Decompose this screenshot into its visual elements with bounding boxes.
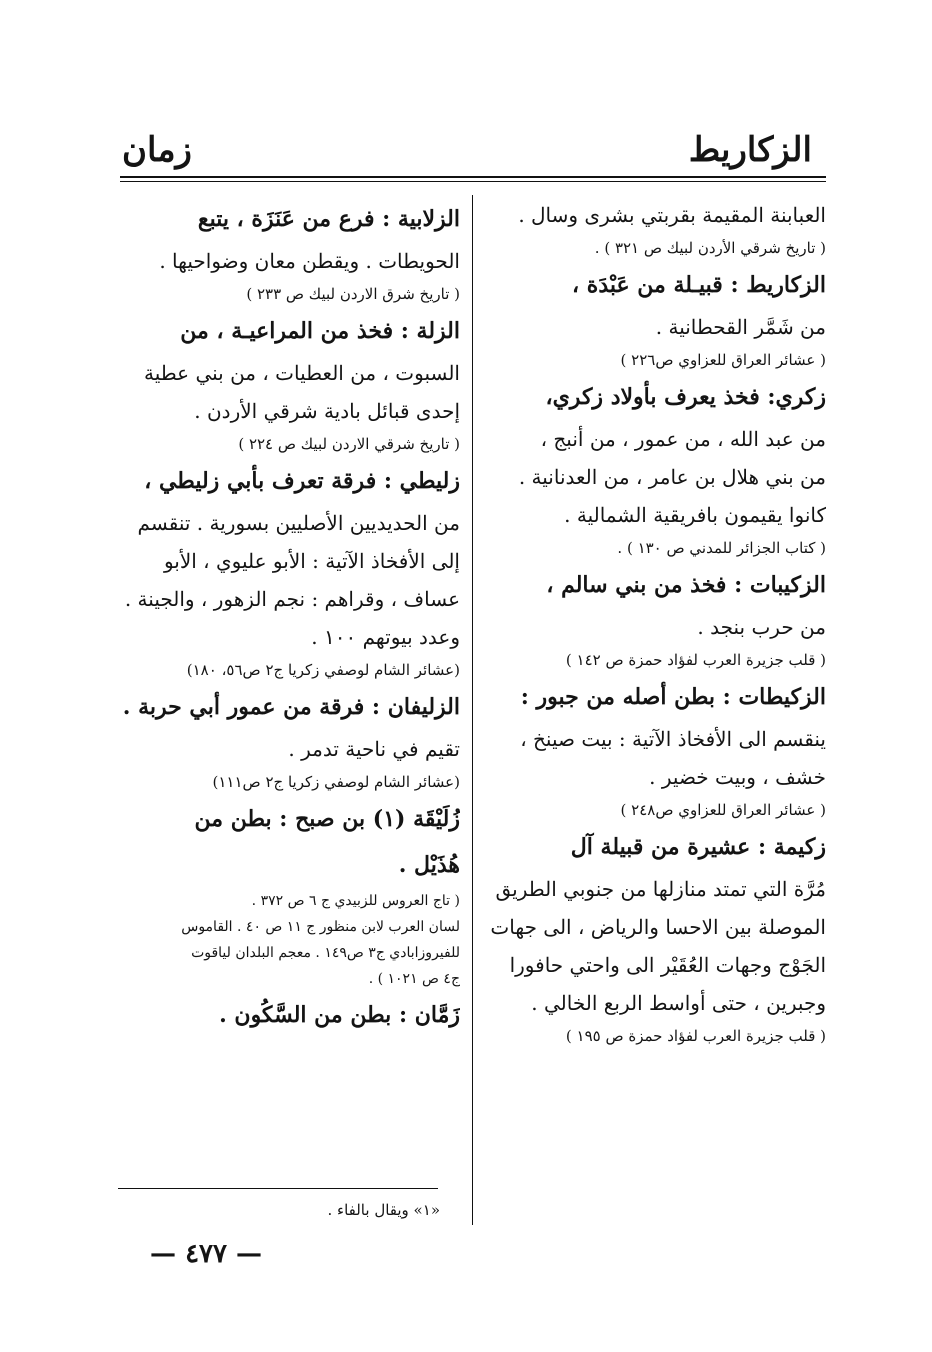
source-citation: ( عشائر العراق للعزاوي ص٢٢٦ ) (620, 351, 826, 369)
entry-heading-line: زليطي : فرقة تعرف بأبي زليطي ، (144, 468, 460, 494)
entry-heading-line: زَمَّان : بطن من السَّكُون . (219, 1002, 460, 1028)
source-citation: ( تاريخ شرق الاردن لبيك ص ٢٣٣ ) (246, 285, 460, 303)
entry-heading-line: الزلة : فخذ من المراعيـة ، من (180, 318, 460, 344)
text-line: العبابنة المقيمة بقربتي بشرى وسال . (518, 203, 826, 227)
column-separator (472, 195, 473, 1225)
page-number: — ٤٧٧ — (150, 1239, 263, 1269)
left-column (118, 196, 460, 1038)
text-line: الجَوْج وجهات العُقَيْر الى واحتي حافورا (509, 953, 826, 977)
text-line: من شَمَّر القحطانية . (655, 315, 826, 339)
text-line: من بني هلال بن عامر ، من العدنانية . (518, 465, 826, 489)
source-citation: ( قلب جزيرة العرب لفؤاد حمزة ص ١٩٥ ) (565, 1027, 826, 1045)
text-line: السبوت ، من العطيات ، من بني عطية (143, 361, 460, 385)
entry-heading-line: الزلابية : فرع من عَنَزَة ، يتبع (197, 206, 460, 232)
entry-heading-line: زكيمة : عشيرة من قبيلة آل (570, 834, 826, 860)
entry-heading-line: الزليفان : فرقة من عمور أبي حربة . (122, 694, 460, 720)
header-rule-thin (120, 181, 826, 182)
right-column (486, 196, 826, 1050)
header-left-title: زمان (122, 130, 192, 170)
text-line: عساف ، وقراهم : نجم الزهور ، والجينة . (124, 587, 460, 611)
source-citation: ( كتاب الجزائر للمدني ص ١٣٠ ) . (617, 539, 826, 557)
source-citation: ( تاريخ شرقي الاردن لبيك ص ٢٢٤ ) (238, 435, 460, 453)
source-citation: ( قلب جزيرة العرب لفؤاد حمزة ص ١٤٢ ) (565, 651, 826, 669)
source-citation: ( تاج العروس للزبيدي ج ٦ ص ٣٧٢ . (251, 893, 460, 909)
text-line: إلى الأفخاذ الآتية : الأبو عليوي ، الأبو (163, 549, 460, 573)
header-right-title: الزكاريط (688, 130, 812, 170)
source-citation: لسان العرب لابن منظور ج ١١ ص ٤٠ . القاموس (181, 919, 460, 935)
entry-heading-line: الزكيطات : بطن أصله من جبور : (520, 684, 826, 710)
text-line: كانوا يقيمون بافريقية الشمالية . (564, 503, 826, 527)
entry-heading-line: الزكاريط : قبيـلة من عَبْدَة ، (572, 272, 826, 298)
footnote: «١» ويقال بالفاء . (327, 1201, 440, 1219)
text-line: وعدد بيوتهم ١٠٠ . (311, 625, 460, 649)
entry-heading-line: زكري: فخذ يعرف بأولاد زكري، (545, 384, 826, 410)
text-line: إحدى قبائل بادية شرقي الأردن . (194, 399, 460, 423)
source-citation: (عشائر الشام لوصفي زكريا ج٢ ص٥٦، ١٨٠) (186, 661, 460, 679)
text-line: من عبد الله ، من عمور ، من أنبج ، (540, 427, 826, 451)
source-citation: للفيروزابادي ج٣ ص١٤٩ . معجم البلدان لياقوت (191, 945, 460, 961)
source-citation: ( عشائر العراق للعزاوي ص٢٤٨ ) (620, 801, 826, 819)
text-line: وجبرين ، حتى أواسط الربع الخالي . (531, 991, 826, 1015)
source-citation: (عشائر الشام لوصفي زكريا ج٢ ص١١١) (212, 773, 460, 791)
entry-heading-line: زُلَيْقَة (١) بن صبح : بطن من (194, 806, 460, 832)
source-citation: ج٤ ص ١٠٢١ ) . (368, 971, 460, 987)
entry-heading-line: الزكيبات : فخذ من بني سالم ، (546, 572, 826, 598)
text-line: مُرَّة التي تمتد منازلها من جنوبي الطريق (495, 877, 826, 901)
footnote-rule (118, 1188, 438, 1189)
source-citation: ( تاريخ شرقي الأردن لبيك ص ٣٢١ ) . (594, 239, 826, 257)
header-rule (120, 176, 826, 178)
text-line: من حرب بنجد . (697, 615, 826, 639)
text-line: الموصلة بين الاحسا والرياض ، الى جهات (490, 915, 826, 939)
entry-heading-line: هُذَيْل . (398, 852, 460, 878)
text-line: من الحديديين الأصليين بسورية . تنقسم (137, 511, 460, 535)
text-line: ينقسم الى الأفخاذ الآتية : بيت صينخ ، (520, 727, 826, 751)
text-line: تقيم في ناحية تدمر . (288, 737, 460, 761)
text-line: خشف ، وبيت خضير . (649, 765, 826, 789)
text-line: الحويطات . ويقطن معان وضواحيها . (159, 249, 460, 273)
